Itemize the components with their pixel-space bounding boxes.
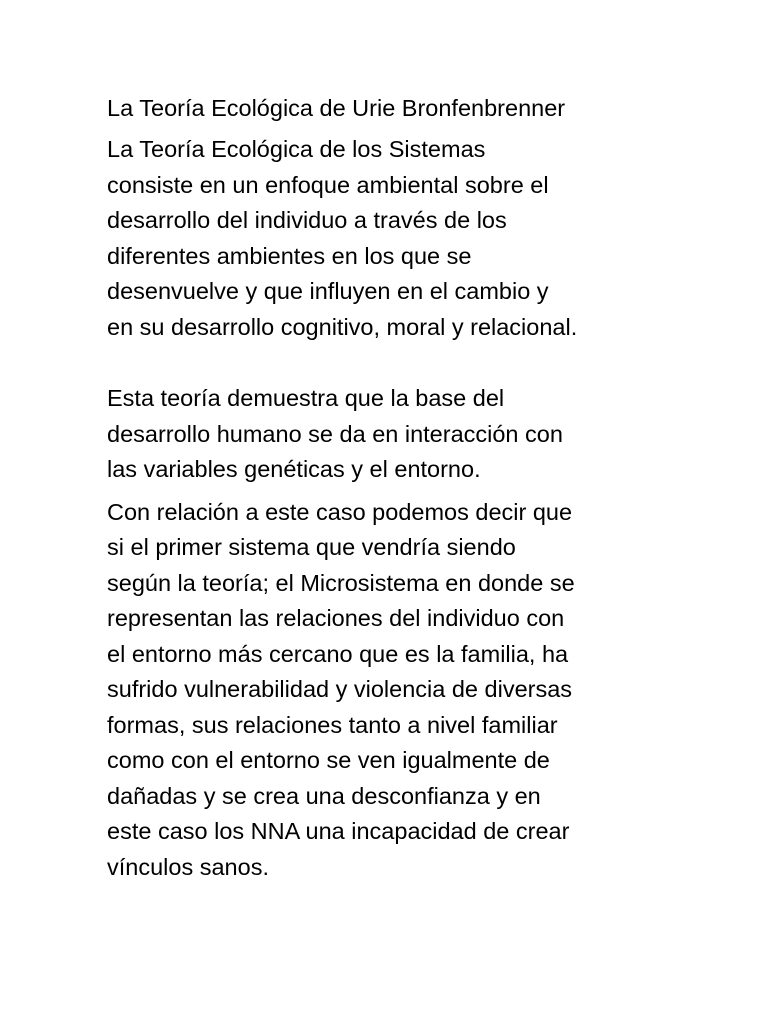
text-line: dañadas y se crea una desconfianza y en bbox=[107, 782, 541, 809]
paragraph-2 bbox=[107, 381, 668, 488]
text-line: desenvuelve y que influyen en el cambio y bbox=[107, 278, 549, 304]
paragraph-spacer bbox=[107, 345, 668, 381]
text-line: consiste en un enfoque ambiental sobre el bbox=[107, 171, 549, 198]
text-line: como con el entorno se ven igualmente de bbox=[107, 747, 550, 773]
paragraph-3 bbox=[107, 495, 668, 886]
text-line: si el primer sistema que vendría siendo bbox=[107, 534, 516, 560]
text-line: desarrollo humano se da en interacción con bbox=[107, 420, 563, 447]
text-line: desarrollo del individuo a través de los bbox=[107, 207, 507, 233]
text-line: representan las relaciones del individuo con bbox=[107, 605, 565, 631]
text-line: según la teoría; el Microsistema en donde se bbox=[107, 569, 575, 596]
text-line: sufrido vulnerabilidad y violencia de diversas bbox=[107, 676, 573, 702]
text-line: en su desarrollo cognitivo, moral y relacional. bbox=[107, 313, 578, 340]
paragraph-1 bbox=[107, 132, 668, 345]
text-line: vínculos sanos. bbox=[107, 853, 269, 880]
text-line: Esta teoría demuestra que la base del bbox=[107, 385, 505, 411]
text-line: Con relación a este caso podemos decir que bbox=[107, 498, 573, 525]
text-line: las variables genéticas y el entorno. bbox=[107, 456, 481, 482]
text-line: el entorno más cercano que es la familia, ha bbox=[107, 640, 569, 667]
text-line: La Teoría Ecológica de los Sistemas bbox=[107, 136, 486, 162]
text-line: formas, sus relaciones tanto a nivel familiar bbox=[107, 711, 558, 738]
text-line: este caso los NNA una incapacidad de crear bbox=[107, 818, 570, 844]
text-line: diferentes ambientes en los que se bbox=[107, 242, 472, 269]
document-title: La Teoría Ecológica de Urie Bronfenbrenner bbox=[107, 95, 566, 121]
